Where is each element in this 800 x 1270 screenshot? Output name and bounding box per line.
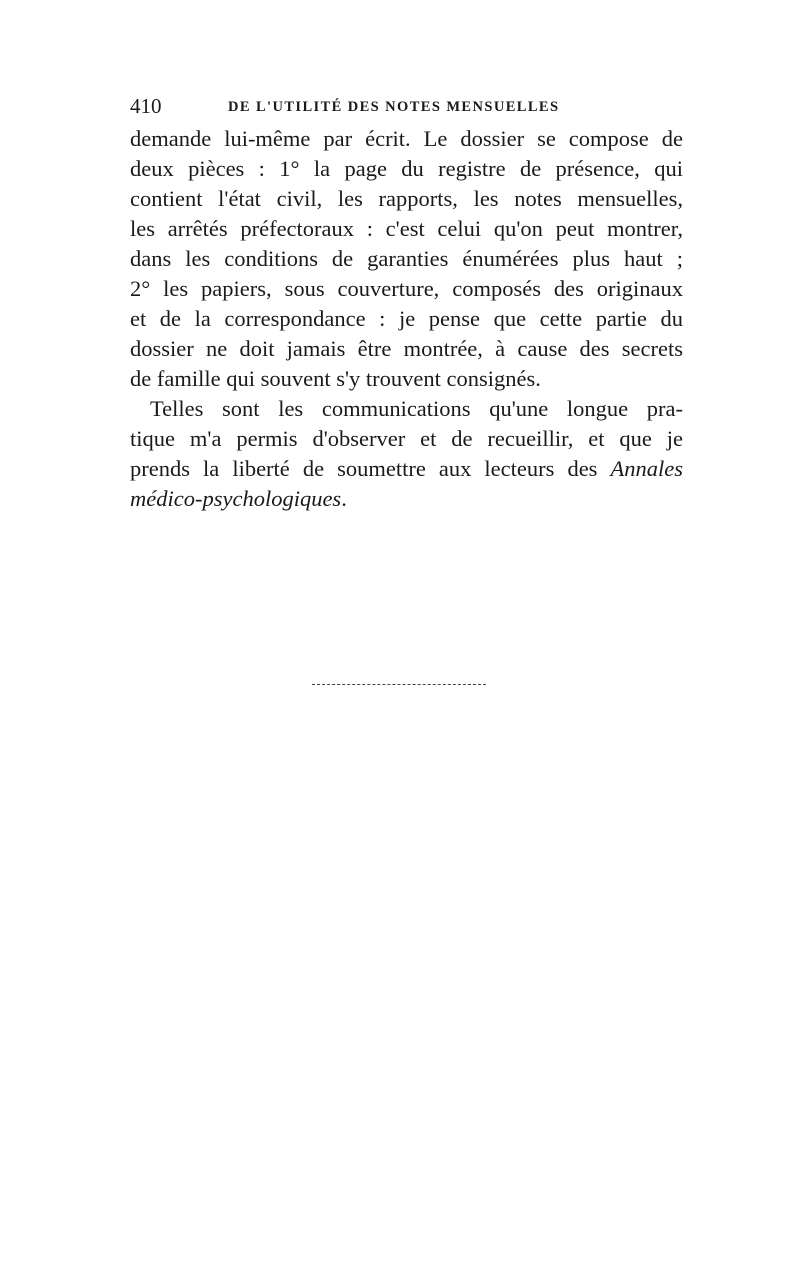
text-line-final: [130, 484, 683, 514]
text-line: Telles sont les communications qu'une longue pra-: [150, 396, 683, 421]
running-title: DE L'UTILITÉ DES NOTES MENSUELLES: [228, 99, 560, 115]
italic-journal-title: Annales: [610, 456, 683, 481]
italic-journal-title-cont: médico-psychologiques: [130, 486, 342, 511]
text-line: dans les conditions de garanties énumérées plus haut ;: [130, 246, 683, 271]
text-line: et de la correspondance : je pense que cette partie du: [130, 306, 683, 331]
text-line: dossier ne doit jamais être montrée, à cause des secrets: [130, 336, 683, 361]
page-number: 410: [130, 94, 162, 118]
text-line: de famille qui souvent s'y trouvent consignés.: [130, 366, 541, 391]
text-line-with-italic: [130, 454, 683, 484]
text-line: les arrêtés préfectoraux : c'est celui qu'on peut montrer,: [130, 216, 683, 241]
text-line: demande lui-même par écrit. Le dossier se compose de: [130, 126, 683, 151]
text-line: deux pièces : 1° la page du registre de présence, qui: [130, 156, 683, 181]
body-text: [130, 124, 683, 514]
end-of-chapter-rule: [312, 684, 486, 685]
text-fragment: prends la liberté de soumettre aux lecteurs des: [130, 456, 598, 481]
text-line: contient l'état civil, les rapports, les notes mensuelles,: [130, 186, 683, 211]
text-line: tique m'a permis d'observer et de recueillir, et que je: [130, 426, 683, 451]
final-period: .: [341, 486, 347, 511]
running-head: [130, 92, 682, 120]
text-line: 2° les papiers, sous couverture, composés des originaux: [130, 276, 683, 301]
